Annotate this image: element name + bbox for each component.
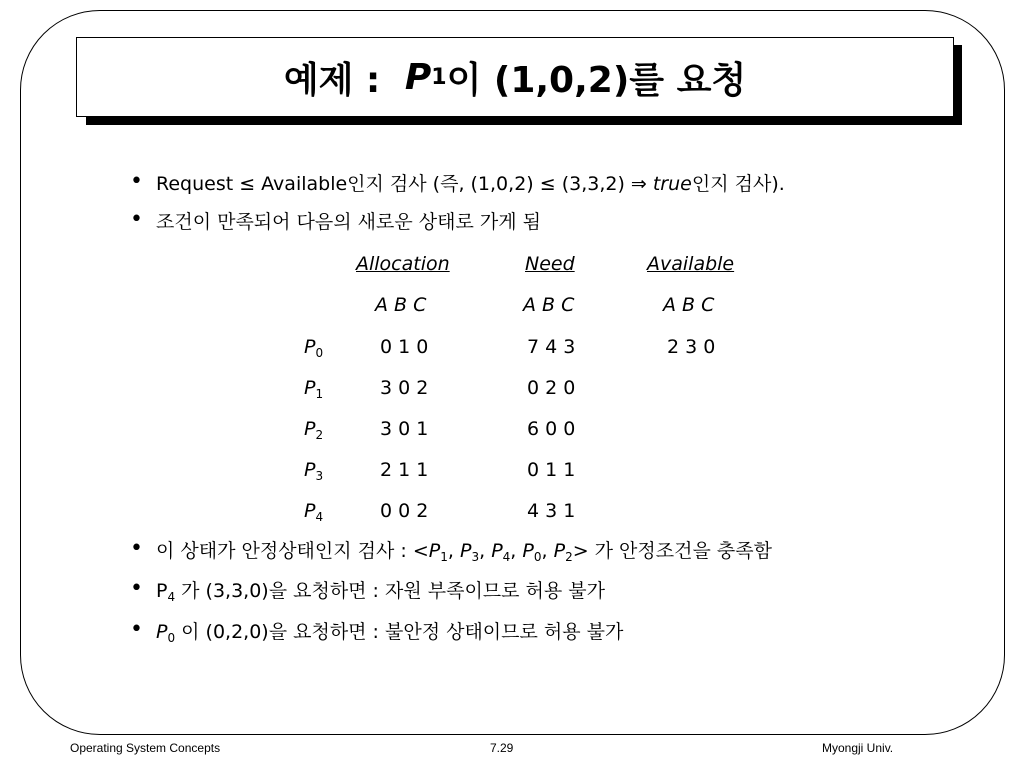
- footer-university: Myongji Univ.: [822, 741, 894, 755]
- need-value: 4 3 1: [527, 500, 576, 522]
- bullet1-part1: Request ≤ Available인지 검사 (즉, (1,0,2) ≤ (3,3,2) ⇒: [156, 173, 653, 195]
- process-label: $P_0$: [304, 336, 324, 360]
- need-value: 7 4 3: [527, 336, 576, 358]
- header-need: Need: [525, 253, 575, 275]
- allocation-value: 3 0 1: [380, 418, 429, 440]
- title-p-letter: P: [404, 56, 432, 98]
- bullet4-text: 가 (3,3,0)을 요청하면 : 자원 부족이므로 허용 불가: [175, 580, 606, 602]
- process-label: $P_4$: [304, 500, 324, 524]
- bullet3-part1: 이 상태가 안정상태인지 검사 : <: [156, 540, 429, 562]
- slide-title: [76, 37, 954, 117]
- header-available: Available: [647, 253, 735, 275]
- bullet3-part2: > 가 안정조건을 충족함: [572, 540, 772, 562]
- process-label: $P_1$: [304, 377, 324, 401]
- process-label: $P_3$: [304, 459, 324, 483]
- footer-course: Operating System Concepts: [70, 741, 221, 755]
- bullet-dot: •: [130, 169, 143, 194]
- allocation-value: 3 0 2: [380, 377, 429, 399]
- bullet-dot: •: [130, 576, 143, 601]
- bullet-dot: •: [130, 207, 143, 232]
- allocation-value: 0 1 0: [380, 336, 429, 358]
- subheader-available: A B C: [663, 294, 715, 316]
- bullet-dot: •: [130, 617, 143, 642]
- subheader-allocation: A B C: [375, 294, 427, 316]
- process-label: $P_2$: [304, 418, 324, 442]
- title-p-sub: 1: [431, 64, 447, 90]
- available-value: 2 3 0: [667, 336, 716, 358]
- need-value: 0 1 1: [527, 459, 576, 481]
- bullet2-text: 조건이 만족되어 다음의 새로운 상태로 가게 됨: [156, 211, 541, 233]
- bullet-dot: •: [130, 536, 143, 561]
- bullet1-part2: 인지 검사).: [691, 173, 785, 195]
- footer-page-number: 7.29: [490, 741, 514, 755]
- bullet5-text: 이 (0,2,0)을 요청하면 : 불안정 상태이므로 허용 불가: [175, 621, 624, 643]
- bullet1-true-word: true: [652, 173, 692, 195]
- subheader-need: A B C: [523, 294, 575, 316]
- title-suffix: 이 (1,0,2)를 요청: [446, 59, 747, 101]
- need-value: 0 2 0: [527, 377, 576, 399]
- allocation-value: 2 1 1: [380, 459, 429, 481]
- allocation-value: 0 0 2: [380, 500, 429, 522]
- title-prefix: 예제 :: [283, 59, 393, 101]
- header-allocation: Allocation: [356, 253, 450, 275]
- need-value: 6 0 0: [527, 418, 576, 440]
